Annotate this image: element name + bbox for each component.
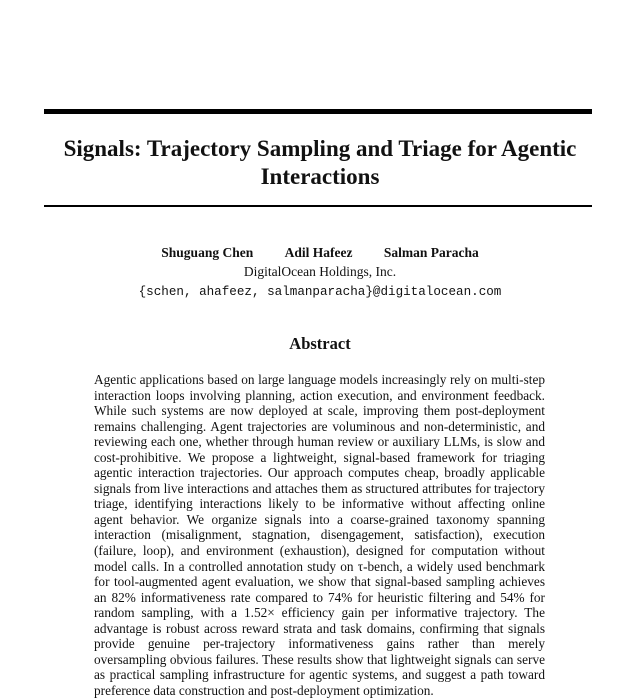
- author-emails: {schen, ahafeez, salmanparacha}@digitalocean.com: [138, 285, 502, 299]
- author-name: Adil Hafeez: [284, 245, 353, 260]
- author-name: Salman Paracha: [383, 245, 479, 260]
- abstract-heading: Abstract: [289, 334, 351, 353]
- author-affiliation: DigitalOcean Holdings, Inc.: [243, 264, 397, 279]
- author-name: Shuguang Chen: [161, 245, 254, 260]
- author-block: [0, 244, 640, 301]
- abstract-text: Agentic applications based on large language models increasingly rely on multi-step interaction loops involving planning, action execution, and environment feedback. While such systems are now deployed at scale, improving them post-deployment remains challenging. Agent trajectories are voluminous and non-deterministic, and reviewing each one, whether through human review or auxiliary LLMs, is slow and cost-prohibitive. We propose a lightweight, signal-based framework for triaging agentic interaction trajectories. Our approach computes cheap, broadly applicable signals from live interactions and attaches them as structured attributes for trajectory triage, identifying interactions likely to be informative without affecting online agent behavior. We organize signals into a coarse-grained taxonomy spanning interaction (misalignment, stagnation, disengagement, satisfaction), execution (failure, loop), and environment (exhaustion), designed for computation without model calls. In a controlled annotation study on τ-bench, a widely used benchmark for tool-augmented agent evaluation, we show that signal-based sampling achieves an 82% informativeness rate compared to 74% for heuristic filtering and 54% for random sampling, with a 1.52× efficiency gain per informative trajectory. The advantage is robust across reward strata and task domains, confirming that signals provide genuine per-trajectory informativeness gains rather than merely oversampling obvious failures. These results show that lightweight signals can serve as practical sampling infrastructure for agentic systems, and suggest a path toward preference data construction and post-deployment optimization.: [94, 372, 545, 698]
- paper-title: Signals: Trajectory Sampling and Triage for Agentic Interactions: [63, 136, 577, 189]
- title-bottom-rule: [44, 205, 592, 207]
- title-top-rule: [44, 109, 592, 114]
- author-names: [0, 244, 640, 262]
